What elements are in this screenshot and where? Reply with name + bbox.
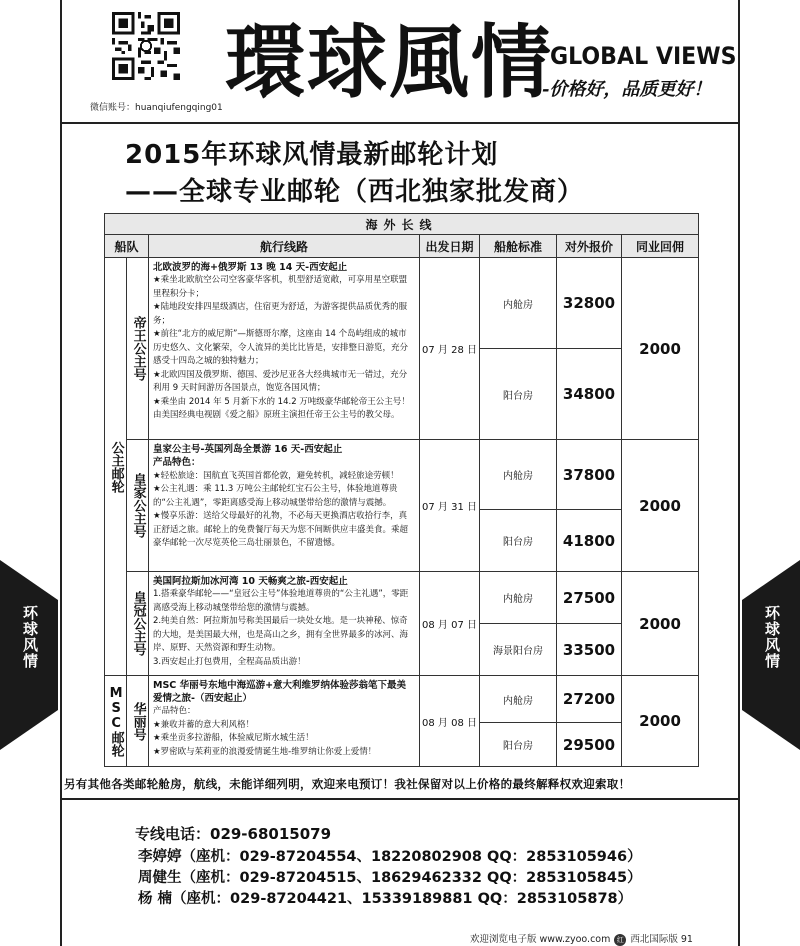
qr-code bbox=[112, 12, 180, 80]
departure-date: 07 月 31 日 bbox=[420, 440, 480, 572]
side-tab-right bbox=[742, 560, 800, 750]
price: 32800 bbox=[557, 258, 622, 349]
brand-english: GLOBAL VIEWS bbox=[550, 42, 737, 70]
col-header-cabin: 船舱标准 bbox=[480, 235, 557, 258]
footer-badge-icon: 红 bbox=[614, 934, 626, 946]
ship-name: 皇家公主号 bbox=[127, 440, 149, 572]
logo-title: 環球風情 bbox=[225, 15, 553, 109]
rebate: 2000 bbox=[622, 572, 699, 676]
contact-line: 杨 楠（座机：029-87204421、15339189881 QQ：2853105878） bbox=[138, 891, 633, 907]
hotline: 专线电话：029-68015079 bbox=[135, 825, 332, 843]
price: 33500 bbox=[557, 624, 622, 676]
col-header-fleet: 船队 bbox=[105, 235, 149, 258]
price: 27200 bbox=[557, 676, 622, 723]
ship-name: 皇冠公主号 bbox=[127, 572, 149, 676]
departure-date: 08 月 07 日 bbox=[420, 572, 480, 676]
section-band: 海外长线 bbox=[105, 214, 699, 235]
footer-page: 西北国际版 91 bbox=[630, 934, 693, 945]
rebate: 2000 bbox=[622, 440, 699, 572]
price: 37800 bbox=[557, 440, 622, 510]
col-header-route: 航行线路 bbox=[149, 235, 420, 258]
ship-name: 帝王公主号 bbox=[127, 258, 149, 440]
fleet-princess: 公主邮轮 bbox=[105, 258, 127, 676]
cabin-type: 阳台房 bbox=[480, 349, 557, 440]
wechat-id: 微信账号：huanqiufengqing01 bbox=[90, 103, 223, 113]
departure-date: 08 月 08 日 bbox=[420, 676, 480, 767]
rebate: 2000 bbox=[622, 676, 699, 767]
slogan: ---价格好，品质更好！ bbox=[527, 79, 712, 100]
cabin-type: 阳台房 bbox=[480, 723, 557, 767]
departure-date: 07 月 28 日 bbox=[420, 258, 480, 440]
header-divider bbox=[60, 122, 740, 124]
footer bbox=[470, 931, 693, 946]
cabin-type: 内舱房 bbox=[480, 258, 557, 349]
contact-divider bbox=[60, 798, 740, 800]
contact-line: 周健生（座机：029-87204515、18629462332 QQ：2853105845） bbox=[138, 870, 642, 886]
headline-1: 2015年环球风情最新邮轮计划 bbox=[125, 140, 499, 170]
headline-2: ——全球专业邮轮（西北独家批发商） bbox=[125, 177, 585, 207]
side-tab-left bbox=[0, 560, 58, 750]
route-cell: 皇家公主号-英国列岛全景游 16 天-西安起止 产品特色： ★轻松旅途：国航直飞英国首都伦敦，避免转机，减轻旅途劳顿！ ★公主礼遇：乘 11.3 万吨公主邮轮红宝石公主号，体验地道尊贵的“公主礼遇”，零距离感受海上移动城堡带给您的激情与震撼。 ★慢享乐游：送给父母最好的礼物，不必每天更换酒店收拾行李，真正舒适之旅。邮轮上的免费餐厅每天为您不间断供应丰盛美食。乘超豪华邮轮一次尽览英伦三岛壮丽景色，不留遗憾。 bbox=[149, 440, 420, 572]
price: 29500 bbox=[557, 723, 622, 767]
cabin-type: 阳台房 bbox=[480, 510, 557, 572]
cruise-table bbox=[104, 213, 699, 767]
footer-text: 欢迎浏览电子版 www.zyoo.com bbox=[470, 934, 611, 945]
cabin-type: 内舱房 bbox=[480, 676, 557, 723]
col-header-rebate: 同业回佣 bbox=[622, 235, 699, 258]
side-tab-label: 环球风情 bbox=[21, 605, 39, 669]
price: 34800 bbox=[557, 349, 622, 440]
route-cell: 美国阿拉斯加冰河湾 10 天畅爽之旅-西安起止 1.搭乘豪华邮轮——“皇冠公主号”体验地道尊贵的“公主礼遇”，零距离感受海上移动城堡带给您的激情与震撼。 2.纯美自然：阿拉斯加号称美国最后一块处女地。是一块神秘、惊奇的大地，是美国最大州，也是高山之乡，拥有全世界最多的冰河、海岸、原野、天然资源和野生动物。 3.西安起止打包费用，全程高品质出游！ bbox=[149, 572, 420, 676]
fleet-msc: MSC邮轮 bbox=[105, 676, 127, 767]
cabin-type: 海景阳台房 bbox=[480, 624, 557, 676]
cabin-type: 内舱房 bbox=[480, 572, 557, 624]
side-tab-label: 环球风情 bbox=[763, 605, 781, 669]
disclaimer-note: 另有其他各类邮轮舱房，航线，未能详细列明，欢迎来电预订！我社保留对以上价格的最终解释权欢迎索取！ bbox=[64, 777, 631, 791]
cabin-type: 内舱房 bbox=[480, 440, 557, 510]
contact-line: 李婷婷（座机：029-87204554、18220802908 QQ：2853105946） bbox=[138, 849, 642, 865]
ship-name: 华丽号 bbox=[127, 676, 149, 767]
col-header-price: 对外报价 bbox=[557, 235, 622, 258]
route-cell: MSC 华丽号东地中海巡游+意大利维罗纳体验莎翁笔下最美爱情之旅-（西安起止） 产品特色： ★兼收并蓄的意大利风格！ ★乘坐贡多拉游船，体验威尼斯水城生活！ ★罗密欧与茱莉亚的浪漫爱情诞生地-维罗纳让你爱上爱情！ bbox=[149, 676, 420, 767]
price: 27500 bbox=[557, 572, 622, 624]
price: 41800 bbox=[557, 510, 622, 572]
rebate: 2000 bbox=[622, 258, 699, 440]
route-cell: 北欧波罗的海+俄罗斯 13 晚 14 天-西安起止 ★乘坐北欧航空公司空客豪华客机，机型舒适宽敞，可享用星空联盟里程积分卡； ★陆地段安排四星级酒店，住宿更为舒适，为游客提供品质优秀的服务； ★前往“北方的威尼斯”—斯德哥尔摩，这座由 14 个岛屿组成的城市历史悠久、文化繁荣，令人流异的美比比皆是，安排整日游览，充分感受十四岛之城的独特魅力； ★北欧四国及俄罗斯、德国、爱沙尼亚各大经典城市无一错过，充分利用 9 天时间游历各国景点，饱览各国风情； ★乘坐由 2014 年 5 月新下水的 14.2 万吨级豪华邮轮帝王公主号！由美国经典电视剧《爱之船》原班主演担任帝王公主号的教父母。 bbox=[149, 258, 420, 440]
col-header-date: 出发日期 bbox=[420, 235, 480, 258]
